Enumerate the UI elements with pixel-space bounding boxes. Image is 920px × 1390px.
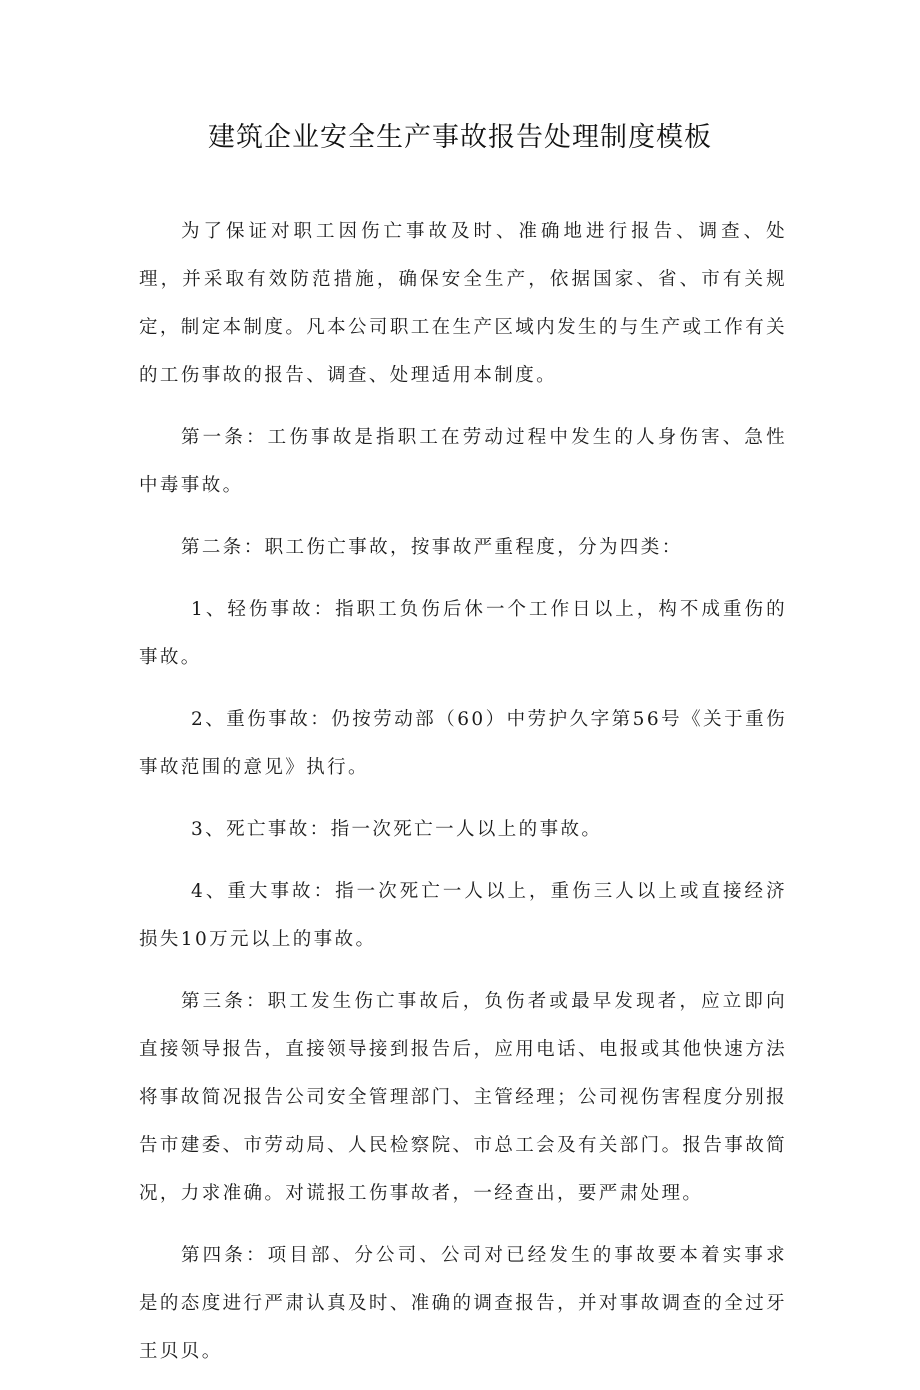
document-body xyxy=(139,208,787,1390)
intro-paragraph: 为了保证对职工因伤亡事故及时、准确地进行报告、调查、处理，并采取有效防范措施，确保安全生产，依据国家、省、市有关规定，制定本制度。凡本公司职工在生产区域内发生的与生产或工作有关的工伤事故的报告、调查、处理适用本制度。 xyxy=(139,221,787,386)
category-3-paragraph: 3、死亡事故：指一次死亡一人以上的事故。 xyxy=(191,819,603,840)
article-3-paragraph: 第三条：职工发生伤亡事故后，负伤者或最早发现者，应立即向直接领导报告，直接领导接到报告后，应用电话、电报或其他快速方法将事故简况报告公司安全管理部门、主管经理；公司视伤害程度分别报告市建委、市劳动局、人民检察院、市总工会及有关部门。报告事故简况，力求准确。对谎报工伤事故者，一经查出，要严肃处理。 xyxy=(139,991,787,1204)
category-4-paragraph: 4、重大事故：指一次死亡一人以上，重伤三人以上或直接经济损失10万元以上的事故。 xyxy=(139,881,787,950)
category-1-paragraph: 1、轻伤事故：指职工负伤后休一个工作日以上，构不成重伤的事故。 xyxy=(139,599,787,668)
article-4-paragraph: 第四条：项目部、分公司、公司对已经发生的事故要本着实事求是的态度进行严肃认真及时、准确的调查报告，并对事故调查的全过牙王贝贝。 xyxy=(139,1245,787,1362)
document-title: 建筑企业安全生产事故报告处理制度模板 xyxy=(208,122,712,153)
article-1-paragraph: 第一条：工伤事故是指职工在劳动过程中发生的人身伤害、急性中毒事故。 xyxy=(139,427,787,496)
article-2-paragraph: 第二条：职工伤亡事故，按事故严重程度，分为四类： xyxy=(181,537,683,558)
category-2-paragraph: 2、重伤事故：仍按劳动部（60）中劳护久字第56号《关于重伤事故范围的意见》执行。 xyxy=(139,709,787,778)
